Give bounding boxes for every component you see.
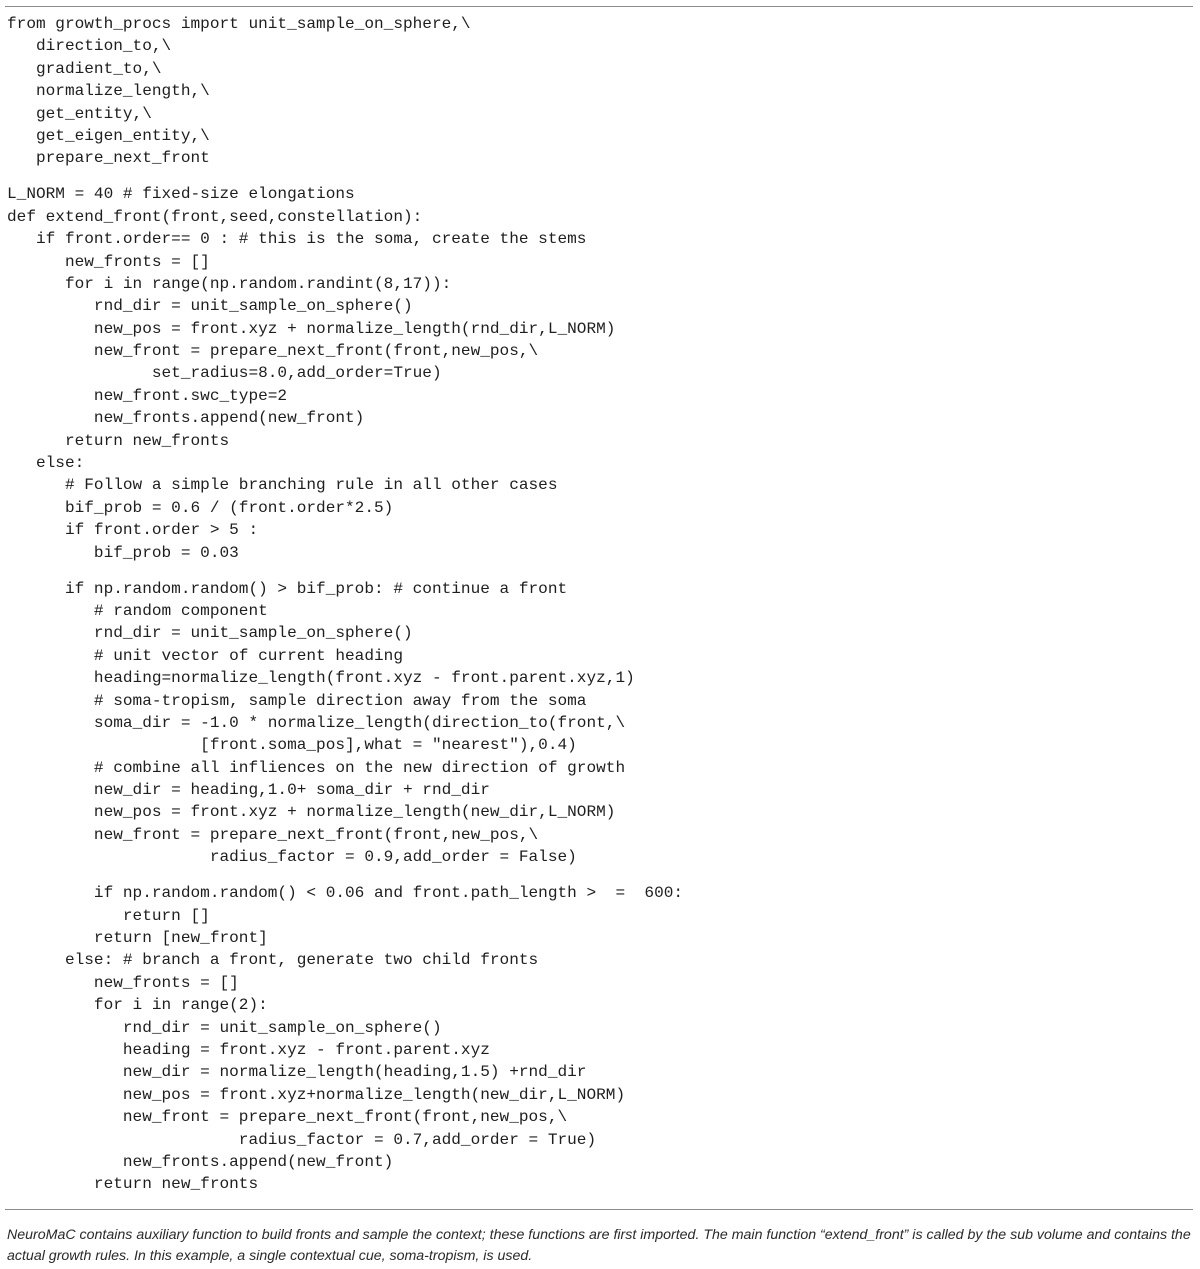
code-line: return new_fronts bbox=[7, 431, 230, 450]
code-line: new_front = prepare_next_front(front,new_pos,\ bbox=[7, 1108, 568, 1127]
code-line: heading=normalize_length(front.xyz - front.parent.xyz,1) bbox=[7, 669, 635, 688]
code-line: if np.random.random() > bif_prob: # continue a front bbox=[7, 579, 568, 598]
code-line: radius_factor = 0.9,add_order = False) bbox=[7, 848, 577, 867]
code-line: new_pos = front.xyz+normalize_length(new_dir,L_NORM) bbox=[7, 1085, 626, 1104]
code-line: rnd_dir = unit_sample_on_sphere() bbox=[7, 1018, 442, 1037]
code-listing bbox=[7, 13, 1193, 1196]
code-line: gradient_to,\ bbox=[7, 59, 162, 78]
code-line: else: bbox=[7, 454, 85, 473]
code-line: rnd_dir = unit_sample_on_sphere() bbox=[7, 624, 413, 643]
code-line: new_pos = front.xyz + normalize_length(new_dir,L_NORM) bbox=[7, 803, 616, 822]
code-blank-line bbox=[7, 869, 1193, 883]
code-line: # combine all infliences on the new direction of growth bbox=[7, 758, 626, 777]
code-line: soma_dir = -1.0 * normalize_length(direction_to(front,\ bbox=[7, 713, 626, 732]
code-line: return [new_front] bbox=[7, 929, 268, 948]
code-line: new_front = prepare_next_front(front,new_pos,\ bbox=[7, 825, 539, 844]
code-line: new_dir = heading,1.0+ soma_dir + rnd_dir bbox=[7, 781, 490, 800]
code-line: set_radius=8.0,add_order=True) bbox=[7, 364, 442, 383]
code-line: new_fronts.append(new_front) bbox=[7, 409, 365, 428]
figure-caption: NeuroMaC contains auxiliary function to build fronts and sample the context; these functions are first imported. The main function “extend_front” is called by the sub volume and contains the actual growth rules. In this example, a single contextual cue, soma-tropism, is used. bbox=[7, 1227, 1191, 1264]
code-line: new_front = prepare_next_front(front,new_pos,\ bbox=[7, 342, 539, 361]
code-line: [front.soma_pos],what = "nearest"),0.4) bbox=[7, 736, 577, 755]
code-line: radius_factor = 0.7,add_order = True) bbox=[7, 1130, 597, 1149]
code-line: if front.order== 0 : # this is the soma, create the stems bbox=[7, 230, 587, 249]
code-line: return [] bbox=[7, 906, 210, 925]
code-line: bif_prob = 0.6 / (front.order*2.5) bbox=[7, 498, 394, 517]
bottom-rule bbox=[5, 1209, 1193, 1210]
code-line: new_fronts.append(new_front) bbox=[7, 1152, 394, 1171]
code-line: new_fronts = [] bbox=[7, 252, 210, 271]
code-line: def extend_front(front,seed,constellation): bbox=[7, 207, 423, 226]
code-line: if front.order > 5 : bbox=[7, 521, 259, 540]
code-line: for i in range(2): bbox=[7, 996, 268, 1015]
code-blank-line bbox=[7, 564, 1193, 578]
code-line: # Follow a simple branching rule in all other cases bbox=[7, 476, 558, 495]
code-line: # unit vector of current heading bbox=[7, 646, 403, 665]
code-line: get_entity,\ bbox=[7, 104, 152, 123]
code-line: get_eigen_entity,\ bbox=[7, 126, 210, 145]
code-line: normalize_length,\ bbox=[7, 82, 210, 101]
code-line: new_front.swc_type=2 bbox=[7, 386, 288, 405]
code-line: new_fronts = [] bbox=[7, 973, 239, 992]
code-line: from growth_procs import unit_sample_on_sphere,\ bbox=[7, 15, 471, 33]
code-line: direction_to,\ bbox=[7, 37, 172, 56]
code-line: return new_fronts bbox=[7, 1175, 259, 1194]
code-line: new_dir = normalize_length(heading,1.5) +rnd_dir bbox=[7, 1063, 587, 1082]
code-line: heading = front.xyz - front.parent.xyz bbox=[7, 1040, 490, 1059]
code-line: bif_prob = 0.03 bbox=[7, 543, 239, 562]
top-rule bbox=[5, 6, 1193, 7]
code-line: if np.random.random() < 0.06 and front.path_length > = 600: bbox=[7, 884, 684, 903]
code-line: L_NORM = 40 # fixed-size elongations bbox=[7, 185, 355, 204]
code-line: else: # branch a front, generate two child fronts bbox=[7, 951, 539, 970]
code-line: for i in range(np.random.randint(8,17)): bbox=[7, 274, 452, 293]
code-line: new_pos = front.xyz + normalize_length(rnd_dir,L_NORM) bbox=[7, 319, 616, 338]
code-line: # soma-tropism, sample direction away from the soma bbox=[7, 691, 587, 710]
code-line: prepare_next_front bbox=[7, 149, 210, 168]
code-blank-line bbox=[7, 170, 1193, 184]
code-line: rnd_dir = unit_sample_on_sphere() bbox=[7, 297, 413, 316]
code-line: # random component bbox=[7, 601, 268, 620]
